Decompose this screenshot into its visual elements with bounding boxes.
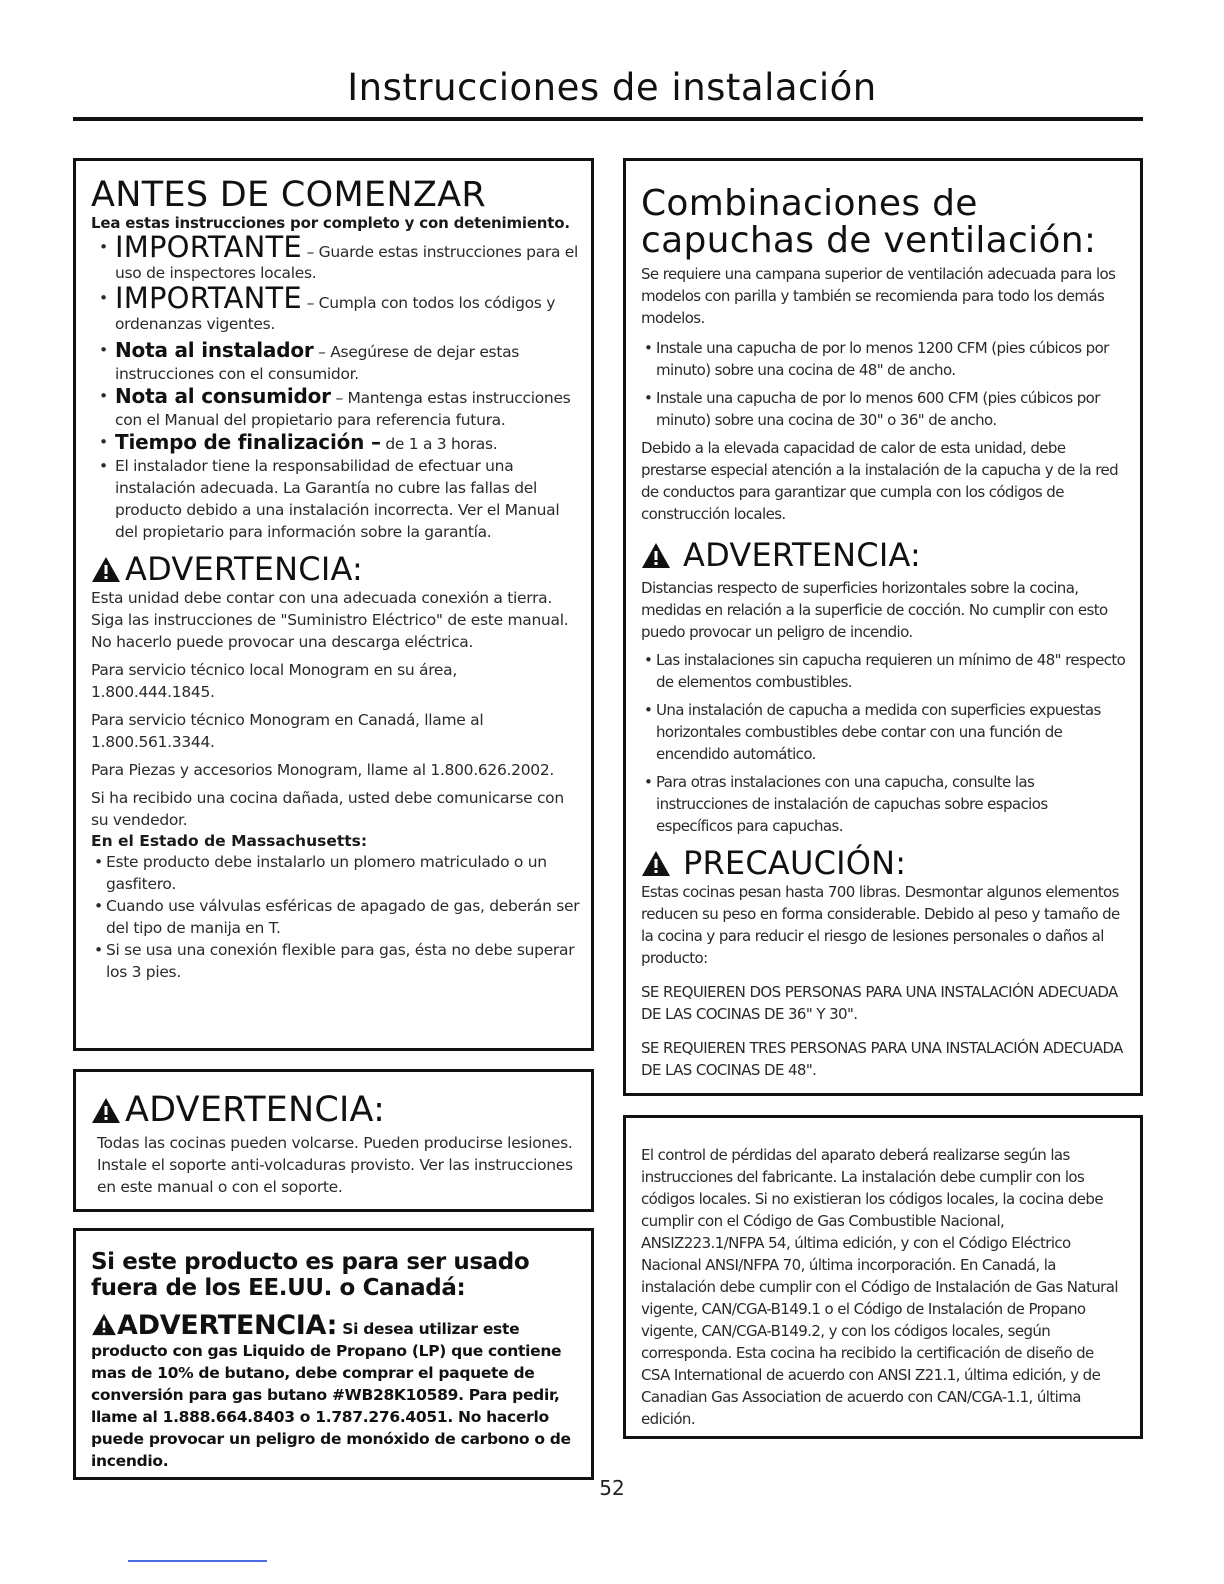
antes-heading: ANTES DE COMENZAR	[91, 175, 486, 215]
nota-consumidor-text: – Mantenga estas instrucciones con el Manual del propietario para referencia futura.	[115, 389, 571, 429]
control-perdidas-text: El control de pérdidas del aparato deberá realizarse según las instrucciones del fabricante. La instalación debe cumplir con los códigos locales. Si no existieran los códigos locales, la cocina debe cumplir con el Código de Gas Combustible Nacional, ANSIZ223.1/NFPA 54, última edición, y con el Código Eléctrico Nacional ANSI/NFPA 70, última incorporación. En Canadá, la instalación debe cumplir con el Código de Instalación de Gas Natural vigente, CAN/CGA-B149.1 o el Código de Instalación de Propano vigente, CAN/CGA-B149.2, y con los códigos locales, según corresponda. Esta cocina ha recibido la certificación de diseño de CSA International de acuerdo con ANSI Z21.1, última edición, y de Canadian Gas Association de acuerdo con CAN/CGA-1.1, última edición.	[641, 1146, 1118, 1428]
comb-advertencia-heading	[641, 537, 1126, 573]
warning-icon	[91, 1313, 117, 1336]
nota-instalador-label: Nota al instalador	[115, 338, 314, 362]
control-perdidas-box	[623, 1115, 1143, 1439]
nota-consumidor-label: Nota al consumidor	[115, 384, 331, 408]
advertencia-item: • Para otras instalaciones con una capucha, consulte las instrucciones de instalación de capuchas sobre espacios específicos para capuchas.	[641, 771, 1126, 837]
importante-2-label: IMPORTANTE	[115, 281, 302, 315]
fuera-advertencia-label: ADVERTENCIA:	[117, 1310, 338, 1341]
massachusetts-heading: En el Estado de Massachusetts:	[91, 832, 368, 850]
volcar-heading	[91, 1092, 581, 1128]
volcar-label: ADVERTENCIA:	[125, 1090, 386, 1130]
advertencia-item: • Una instalación de capucha a medida con superficies expuestas horizontales combustibles debe contar con una función de encendido automático.	[641, 699, 1126, 765]
warning-icon	[641, 542, 671, 569]
fuera-body	[91, 1310, 581, 1472]
cocina-danada: Si ha recibido una cocina dañada, usted debe comunicarse con su vendedor.	[91, 789, 564, 829]
fuera-heading: Si este producto es para ser usado fuera de los EE.UU. o Canadá:	[91, 1249, 530, 1301]
warning-icon	[91, 556, 121, 583]
precaucion-tres-personas: SE REQUIEREN TRES PERSONAS PARA UNA INSTALACIÓN ADECUADA DE LAS COCINAS DE 48".	[641, 1039, 1123, 1079]
nota-consumidor	[91, 385, 581, 431]
combinaciones-box	[623, 158, 1143, 1096]
comb-advertencia-label: ADVERTENCIA:	[683, 536, 921, 574]
tiempo	[91, 431, 581, 455]
importante-1-text: – Guarde estas instrucciones para el uso de inspectores locales.	[115, 243, 579, 282]
massachusetts-item: • Si se usa una conexión flexible para gas, ésta no debe superar los 3 pies.	[91, 939, 581, 983]
fuera-advertencia-text: Si desea utilizar este producto con gas Liquido de Propano (LP) que contiene mas de 10% de butano, debe comprar el paquete de conversión para gas butano #WB28K10589. Para pedir, llame al 1.888.664.8403 o 1.787.276.4051. No hacerlo puede provocar un peligro de monóxido de carbono o de incendio.	[91, 1320, 571, 1470]
debido-capacidad: Debido a la elevada capacidad de calor de esta unidad, debe prestarse especial atención a la instalación de la capucha y de la red de conductos para garantizar que cumpla con los códigos de construcción locales.	[641, 439, 1119, 523]
precaucion-dos-personas: SE REQUIEREN DOS PERSONAS PARA UNA INSTALACIÓN ADECUADA DE LAS COCINAS DE 36" Y 30".	[641, 983, 1118, 1023]
fuera-eeuu-box	[73, 1228, 594, 1480]
importante-2-text: – Cumpla con todos los códigos y ordenanzas vigentes.	[115, 294, 556, 333]
comb-advertencia-text: Distancias respecto de superficies horizontales sobre la cocina, medidas en relación a la superficie de cocción. No cumplir con esto puedo provocar un peligro de incendio.	[641, 579, 1108, 641]
volcar-text: Todas las cocinas pueden volcarse. Pueden producirse lesiones. Instale el soporte anti-volcaduras provisto. Ver las instrucciones en este manual o con el soporte.	[97, 1134, 573, 1196]
combinaciones-intro: Se requiere una campana superior de ventilación adecuada para los modelos con parilla y también se recomienda para todo los demás modelos.	[641, 265, 1116, 327]
title-rule	[73, 117, 1143, 121]
warning-icon	[641, 850, 671, 877]
advertencia-item: • Las instalaciones sin capucha requieren un mínimo de 48" respecto de elementos combustibles.	[641, 649, 1126, 693]
capucha-item: • Instale una capucha de por lo menos 1200 CFM (pies cúbicos por minuto) sobre una cocina de 48" de ancho.	[641, 337, 1126, 381]
massachusetts-item: • Este producto debe instalarlo un plomero matriculado o un gasfitero.	[91, 851, 581, 895]
advertencia-volcar-box	[73, 1069, 594, 1212]
combinaciones-heading: Combinaciones de capuchas de ventilación:	[641, 183, 1097, 261]
precaucion-heading	[641, 845, 1126, 881]
antes-advertencia-label: ADVERTENCIA:	[125, 550, 363, 588]
nota-instalador-text: – Asegúrese de dejar estas instrucciones con el consumidor.	[115, 343, 520, 383]
antes-box	[73, 158, 594, 1051]
bottom-rule	[128, 1560, 267, 1562]
antes-advertencia-text: Esta unidad debe contar con una adecuada conexión a tierra. Siga las instrucciones de "Suministro Eléctrico" de este manual. No hacerlo puede provocar una descarga eléctrica.	[91, 589, 569, 651]
servicio-canada: Para servicio técnico Monogram en Canadá, llame al 1.800.561.3344.	[91, 711, 484, 751]
importante-1-label: IMPORTANTE	[115, 230, 302, 264]
nota-instalador	[91, 339, 581, 385]
antes-advertencia-heading	[91, 551, 581, 587]
importante-2	[91, 281, 581, 335]
instalador-responsabilidad: • El instalador tiene la responsabilidad de efectuar una instalación adecuada. La Garantía no cubre las fallas del producto debido a una instalación incorrecta. Ver el Manual del propietario para información sobre la garantía.	[91, 455, 581, 543]
capucha-item: • Instale una capucha de por lo menos 600 CFM (pies cúbicos por minuto) sobre una cocina de 30" o 36" de ancho.	[641, 387, 1126, 431]
warning-icon	[91, 1097, 121, 1124]
servicio-local: Para servicio técnico local Monogram en su área, 1.800.444.1845.	[91, 661, 457, 701]
piezas-accesorios: Para Piezas y accesorios Monogram, llame al 1.800.626.2002.	[91, 761, 555, 779]
importante-1	[91, 230, 581, 284]
antes-subheading: Lea estas instrucciones por completo y con detenimiento.	[91, 214, 570, 232]
tiempo-label: Tiempo de finalización –	[115, 430, 381, 454]
precaucion-text: Estas cocinas pesan hasta 700 libras. Desmontar algunos elementos reducen su peso en forma considerable. Debido al peso y tamaño de la cocina y para reducir el riesgo de lesiones personales o daños al producto:	[641, 883, 1120, 967]
tiempo-text: de 1 a 3 horas.	[380, 435, 498, 453]
precaucion-label: PRECAUCIÓN:	[683, 844, 907, 882]
page-number: 52	[599, 1476, 625, 1500]
massachusetts-item: • Cuando use válvulas esféricas de apagado de gas, deberán ser del tipo de manija en T.	[91, 895, 581, 939]
page-title: Instrucciones de instalación	[347, 66, 877, 109]
